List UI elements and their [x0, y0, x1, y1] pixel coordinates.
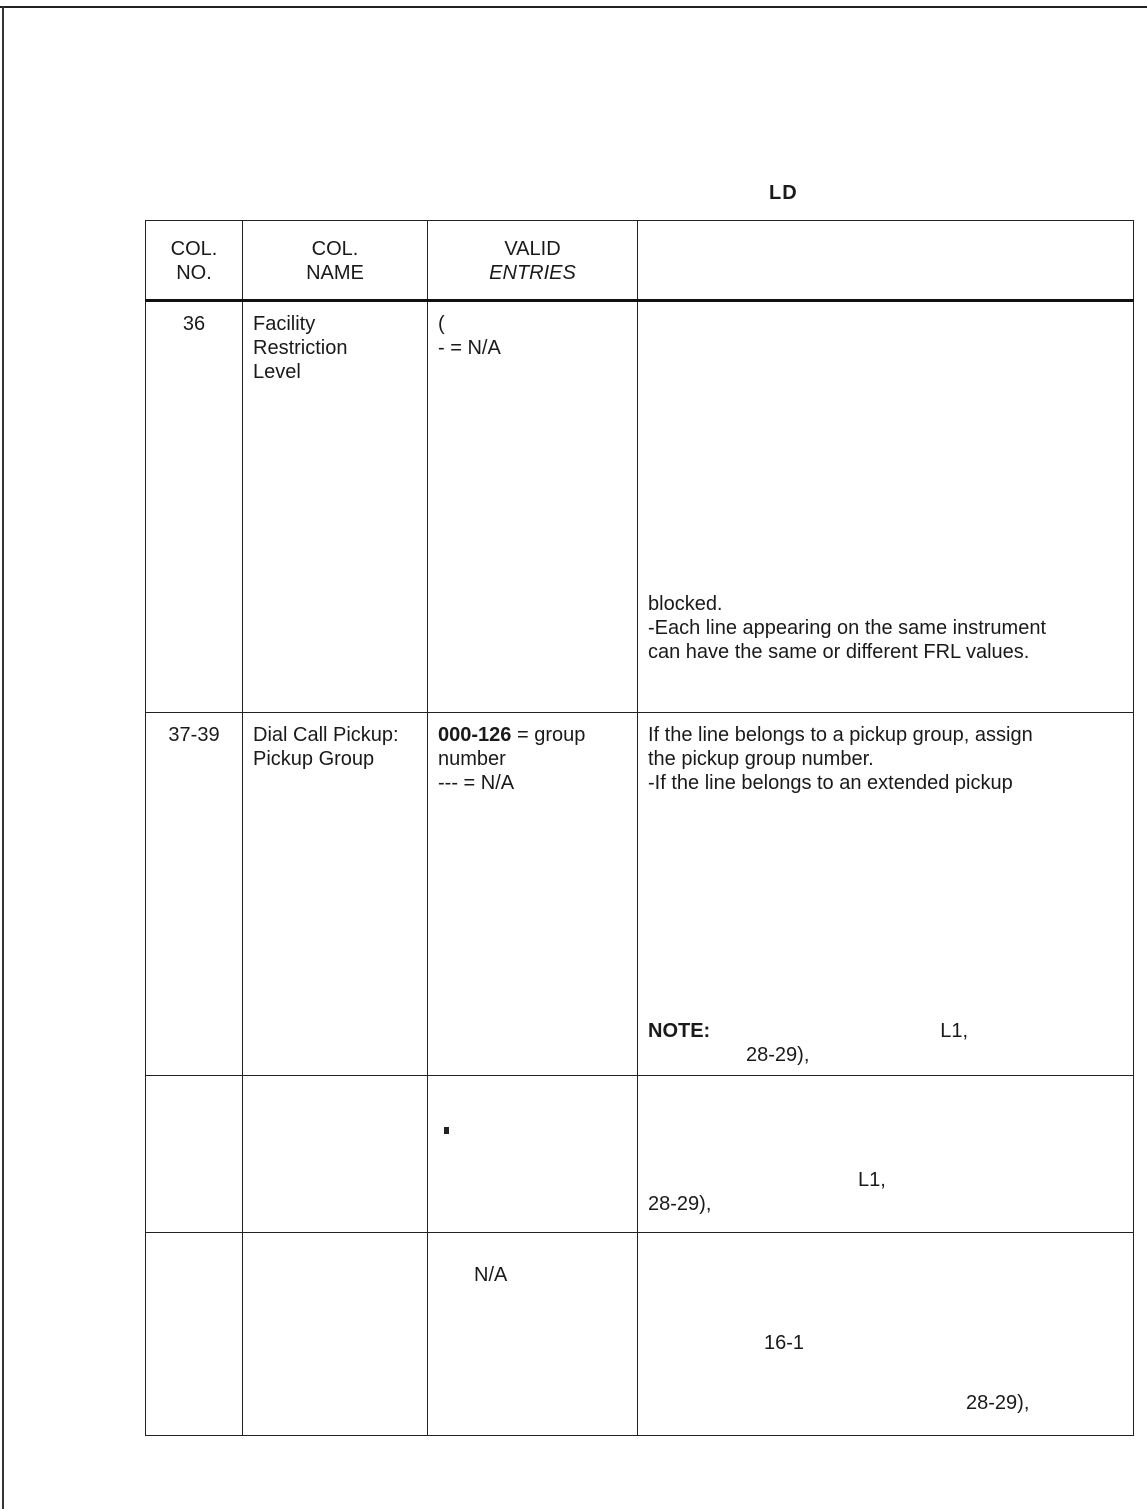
- row-col-name: [243, 1233, 428, 1436]
- row-description: blocked. -Each line appearing on the same instrument can have the same or different FRL values.: [638, 301, 1134, 713]
- row-col-name: [243, 1076, 428, 1233]
- table-row: [146, 1076, 1134, 1233]
- header-col-name: COL. NAME: [243, 221, 428, 301]
- table-row: [146, 301, 1134, 713]
- row-col-name: Dial Call Pickup: Pickup Group: [243, 713, 428, 1076]
- row-valid-entries: ( - = N/A: [428, 301, 638, 713]
- table-row: [146, 713, 1134, 1076]
- section-heading: LD: [769, 182, 798, 204]
- header-description: [638, 221, 1134, 301]
- table-row: [146, 1233, 1134, 1436]
- note-label: NOTE:: [648, 1020, 711, 1042]
- row-description: L1, 28-29),: [638, 1076, 1134, 1233]
- table-header-row: [146, 221, 1134, 301]
- header-valid-entries: VALID ENTRIES: [428, 221, 638, 301]
- row-description: If the line belongs to a pickup group, assign the pickup group number. -If the line belongs to an extended pickup NOTE: L1, 28-29),: [638, 713, 1134, 1076]
- row-col-no: [146, 1076, 243, 1233]
- bullet-mark: [444, 1127, 449, 1134]
- column-definition-table: [145, 220, 1134, 1436]
- row-description: 16-1 28-29),: [638, 1233, 1134, 1436]
- row-col-name: Facility Restriction Level: [243, 301, 428, 713]
- row-col-no: 37-39: [146, 713, 243, 1076]
- row-valid-entries: N/A: [428, 1233, 638, 1436]
- top-rule: [0, 6, 1147, 8]
- row-col-no: 36: [146, 301, 243, 713]
- header-col-no: COL. NO.: [146, 221, 243, 301]
- row-valid-entries: 000-126 = group number --- = N/A: [428, 713, 638, 1076]
- row-valid-entries: [428, 1076, 638, 1233]
- left-margin-rule: [2, 6, 4, 1509]
- row-col-no: [146, 1233, 243, 1436]
